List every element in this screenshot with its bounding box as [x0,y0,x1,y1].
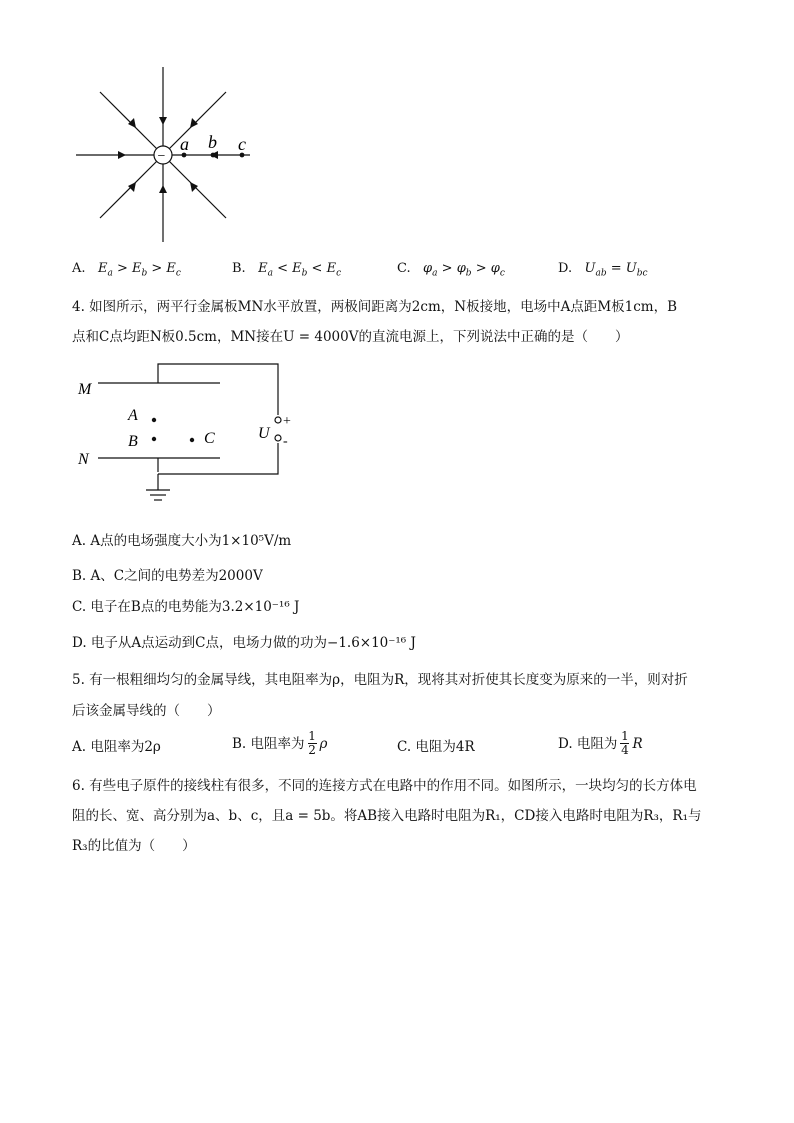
q5-stem-line1: 5. 有一根粗细均匀的金属导线，其电阻率为ρ，电阻为R，现将其对折使其长度变为原来的一半，则对折 [72,672,688,688]
q4-stem-line1: 4. 如图所示，两平行金属板MN水平放置，两极间距离为2cm，N板接地，电场中A点距M板1cm，B [72,299,678,315]
charge-symbol: − [157,149,166,164]
q4-option-c: C. 电子在B点的电势能为3.2×10⁻¹⁶ J [72,599,300,615]
point-c-label: c [238,134,246,154]
q3-option-a: A. $E_a > E_b > E_c$ [72,261,181,279]
q5-option-a: A. 电阻率为2ρ [72,739,161,755]
q6-stem-line1: 6. 有些电子原件的接线柱有很多，不同的连接方式在电路中的作用不同。如图所示，一块均匀的长方体电 [72,778,697,794]
plus-terminal: + [283,414,291,429]
q5-option-c: C. 电阻为4R [397,739,475,755]
field-line-figure [70,62,270,247]
q3-option-c: C. $\varphi_a > \varphi_b > \varphi_c$ [397,261,505,279]
q6-stem-line2: 阻的长、宽、高分别为a、b、c，且a = 5b。将AB接入电路时电阻为R₁，CD接入电路时电阻为R₃，R₁与 [72,808,702,824]
q6-stem-line3: R₃的比值为（ ） [72,838,196,854]
plate-n-label: N [78,451,89,468]
q4-option-d: D. 电子从A点运动到C点，电场力做的功为−1.6×10⁻¹⁶ J [72,635,416,651]
q3-option-d: D. $U_{ab} = U_{bc}$ [558,261,648,279]
point-c-label: C [204,430,215,447]
q5-option-b: B. 电阻率为 1 2 ρ [232,729,328,757]
q4-option-a: A. A点的电场强度大小为1×10⁵V/m [72,533,292,549]
q5-stem-line2: 后该金属导线的（ ） [72,703,221,719]
minus-terminal: - [283,434,288,449]
point-a-label: a [180,134,189,154]
plate-m-label: M [78,381,92,398]
point-b-label: B [128,433,138,450]
q5-option-d: D. 电阻为 1 4 R [558,729,643,757]
point-a-label: A [128,407,138,424]
q4-option-b: B. A、C之间的电势差为2000V [72,568,263,584]
q4-stem-line2: 点和C点均距N板0.5cm，MN接在U = 4000V的直流电源上，下列说法中正确的是（ ） [72,329,629,345]
parallel-plate-figure [70,358,310,518]
voltage-label: U [258,425,270,442]
point-b-label: b [208,132,217,152]
q3-option-b: B. $E_a < E_b < E_c$ [232,261,342,279]
